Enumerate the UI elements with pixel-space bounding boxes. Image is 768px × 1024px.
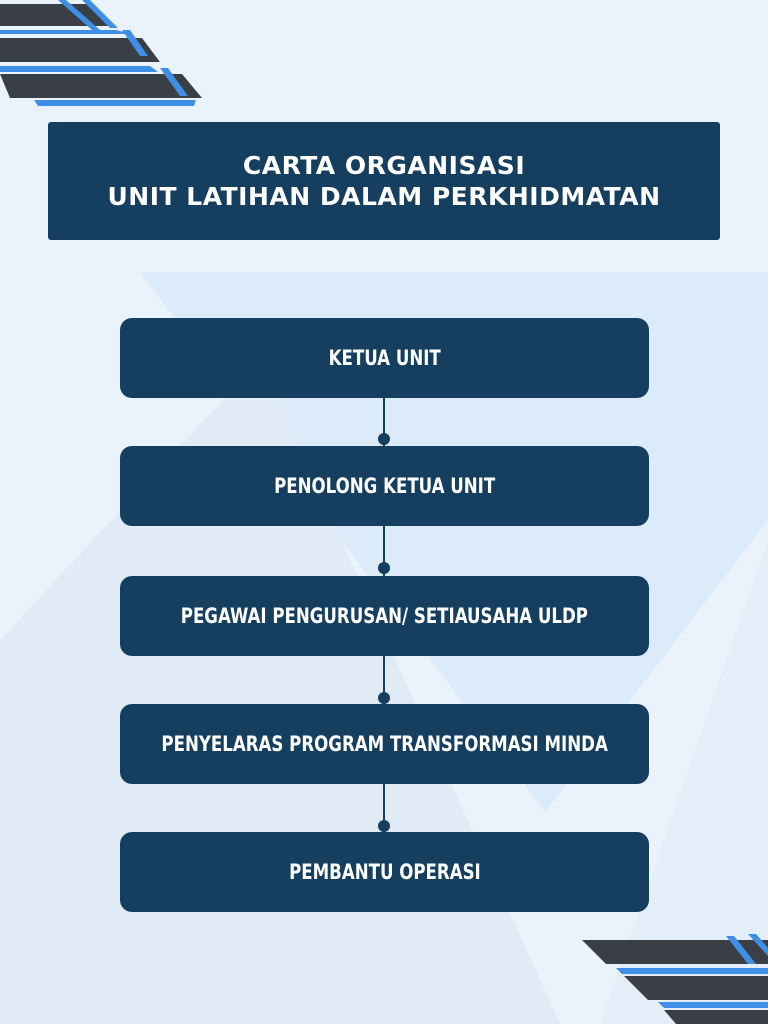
org-node-label: PENYELARAS PROGRAM TRANSFORMASI MINDA [161,732,608,756]
title-line-2: UNIT LATIHAN DALAM PERKHIDMATAN [107,182,661,211]
org-node-ketua-unit [120,318,649,398]
connector-dot [378,820,390,832]
org-node-pembantu-operasi [120,832,649,912]
org-node-label: PEGAWAI PENGURUSAN/ SETIAUSAHA ULDP [180,604,589,628]
title-banner [48,122,720,240]
corner-stripes-top-left [0,0,202,106]
connector-dot [378,433,390,445]
org-node-label: PEMBANTU OPERASI [288,860,481,884]
org-node-label: KETUA UNIT [328,346,441,370]
connector-dot [378,692,390,704]
title-line-1: CARTA ORGANISASI [242,151,526,180]
org-node-penyelaras-program [120,704,649,784]
org-node-penolong-ketua-unit [120,446,649,526]
connector-dot [378,562,390,574]
org-node-label: PENOLONG KETUA UNIT [273,474,496,498]
org-node-pegawai-pengurusan [120,576,649,656]
